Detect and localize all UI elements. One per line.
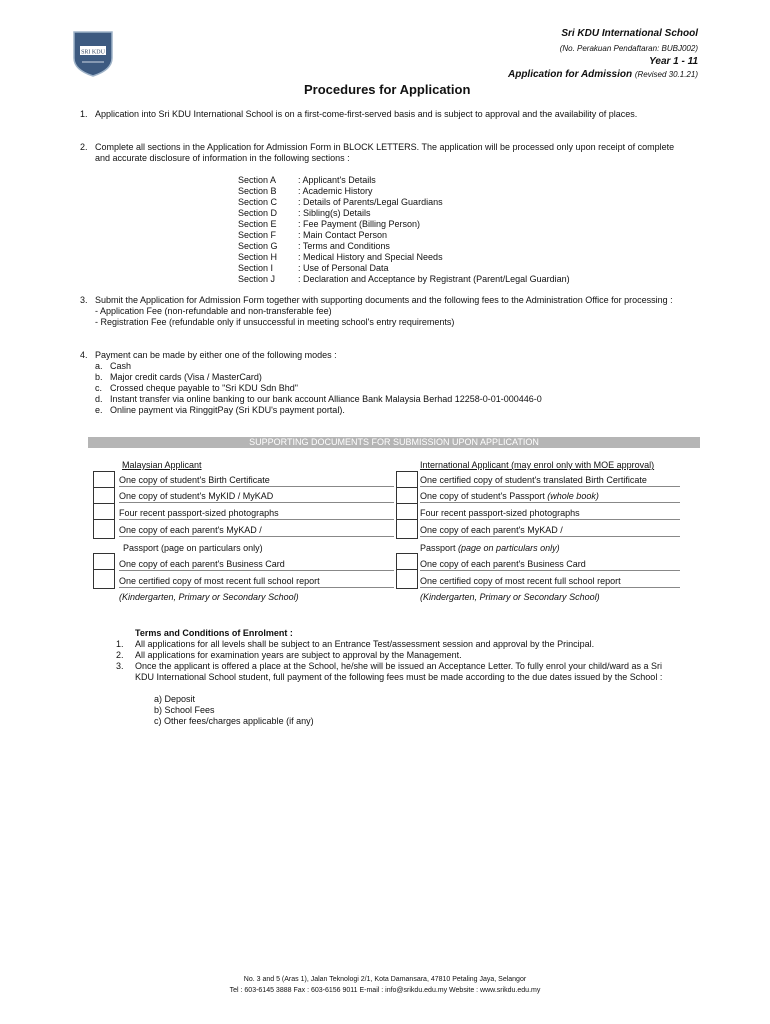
international-doc: One copy of each parent's MyKAD /	[420, 525, 680, 537]
payment-letter: a.	[95, 361, 103, 371]
malaysian-doc: Four recent passport-sized photographs	[119, 508, 394, 520]
section-row	[238, 175, 570, 186]
section-row	[238, 208, 570, 219]
term-fee-list	[154, 694, 676, 727]
international-doc-text: One copy of student's Passport	[420, 491, 548, 501]
international-doc-text: Passport	[420, 543, 459, 553]
international-doc: One certified copy of student's translated Birth Certificate	[420, 475, 680, 487]
section-desc: : Sibling(s) Details	[298, 208, 371, 218]
malaysian-doc: One copy of each parent's Business Card	[119, 559, 394, 571]
payment-letter: c.	[95, 383, 103, 393]
checkbox-intl-parent-mykad[interactable]	[396, 519, 418, 539]
checkbox-birth-certificate[interactable]	[93, 471, 115, 488]
payment-mode	[95, 383, 680, 394]
procedure-1	[80, 109, 680, 120]
checkbox-intl-birth-certificate[interactable]	[396, 471, 418, 488]
international-doc: Four recent passport-sized photographs	[420, 508, 680, 520]
procedure-number: 3.	[80, 295, 88, 305]
malaysian-doc: One copy of student's Birth Certificate	[119, 475, 394, 487]
section-desc: : Terms and Conditions	[298, 241, 390, 251]
term-item	[116, 661, 676, 683]
fee-item: - Registration Fee (refundable only if unsuccessful in meeting school's entry requirements)	[95, 317, 455, 327]
international-doc	[420, 491, 680, 503]
section-label: Section E	[238, 219, 277, 229]
malaysian-heading: Malaysian Applicant	[122, 460, 202, 470]
term-text: All applications for all levels shall be subject to an Entrance Test/assessment session and approval by the Principal.	[135, 639, 595, 649]
supporting-docs-header: SUPPORTING DOCUMENTS FOR SUBMISSION UPON APPLICATION	[88, 437, 700, 448]
term-item	[116, 639, 676, 650]
malaysian-doc: (Kindergarten, Primary or Secondary School)	[119, 592, 299, 602]
malaysian-doc: One copy of each parent's MyKAD /	[119, 525, 394, 537]
payment-text: Major credit cards (Visa / MasterCard)	[110, 372, 262, 382]
term-number: 2.	[116, 650, 124, 660]
payment-text: Cash	[110, 361, 132, 371]
year-range: Year 1 - 11	[649, 56, 698, 67]
payment-text: Crossed cheque payable to "Sri KDU Sdn Bhd"	[110, 383, 298, 393]
section-label: Section I	[238, 263, 274, 273]
section-desc: : Academic History	[298, 186, 373, 196]
section-label: Section B	[238, 186, 277, 196]
section-label: Section F	[238, 230, 277, 240]
malaysian-doc: One certified copy of most recent full school report	[119, 576, 394, 588]
section-desc: : Fee Payment (Billing Person)	[298, 219, 421, 229]
school-name: Sri KDU International School	[561, 28, 698, 39]
procedure-number: 1.	[80, 109, 88, 119]
term-item	[116, 650, 676, 661]
checkbox-school-report[interactable]	[93, 569, 115, 589]
section-label: Section D	[238, 208, 278, 218]
checkbox-intl-photographs[interactable]	[396, 503, 418, 520]
international-doc-note: (page on particulars only)	[458, 543, 560, 553]
term-fee: a) Deposit	[154, 694, 196, 704]
payment-text: Online payment via RinggitPay (Sri KDU's payment portal).	[110, 405, 345, 415]
malaysian-doc: One copy of student's MyKID / MyKAD	[119, 491, 394, 503]
international-doc	[420, 543, 560, 554]
fee-item: - Application Fee (non-refundable and non-transferable fee)	[95, 306, 332, 316]
section-row	[238, 274, 570, 285]
international-doc: One certified copy of most recent full school report	[420, 576, 680, 588]
section-row	[238, 186, 570, 197]
checkbox-business-card[interactable]	[93, 553, 115, 570]
section-label: Section G	[238, 241, 278, 251]
section-desc: : Medical History and Special Needs	[298, 252, 443, 262]
terms-section	[116, 628, 676, 727]
section-desc: : Declaration and Acceptance by Registrant (Parent/Legal Guardian)	[298, 274, 570, 284]
checkbox-mykid[interactable]	[93, 487, 115, 504]
checkbox-photographs[interactable]	[93, 503, 115, 520]
form-title-line	[508, 69, 698, 80]
malaysian-doc: Passport (page on particulars only)	[123, 543, 263, 553]
section-desc: : Use of Personal Data	[298, 263, 389, 273]
section-desc: : Main Contact Person	[298, 230, 388, 240]
form-title: Application for Admission	[507, 69, 633, 80]
terms-title: Terms and Conditions of Enrolment :	[135, 628, 293, 638]
term-text: Once the applicant is offered a place at the School, he/she will be issued an Acceptance Letter. To fully enrol your child/ward as a Sri KDU International School student, full payment of the following fees must be made according to the due dates issued by the School :	[135, 661, 663, 682]
international-doc: One copy of each parent's Business Card	[420, 559, 680, 571]
term-number: 1.	[116, 639, 124, 649]
international-doc: (Kindergarten, Primary or Secondary School)	[420, 592, 600, 602]
procedure-number: 4.	[80, 350, 88, 360]
payment-mode	[95, 405, 680, 416]
procedure-text: Submit the Application for Admission Form together with supporting documents and the following fees to the Administration Office for processing :	[95, 295, 673, 305]
section-row	[238, 263, 570, 274]
payment-text: Instant transfer via online banking to our bank account Alliance Bank Malaysia Berhad 12258-0-01-000446-0	[110, 394, 542, 404]
school-logo	[68, 28, 118, 78]
term-number: 3.	[116, 661, 124, 671]
payment-letter: d.	[95, 394, 103, 404]
procedure-number: 2.	[80, 142, 88, 152]
section-label: Section J	[238, 274, 276, 284]
payment-mode	[95, 372, 680, 383]
section-desc: : Details of Parents/Legal Guardians	[298, 197, 443, 207]
payment-mode	[95, 361, 680, 372]
footer-address: No. 3 and 5 (Aras 1), Jalan Teknologi 2/1, Kota Damansara, 47810 Petaling Jaya, Selangor	[243, 976, 527, 983]
checkbox-intl-school-report[interactable]	[396, 569, 418, 589]
page-title: Procedures for Application	[304, 82, 471, 97]
footer-contact: Tel : 603-6145 3888 Fax : 603-6156 9011 E-mail : info@srikdu.edu.my Website : www.srikdu.edu.my	[229, 987, 541, 994]
term-fee: b) School Fees	[154, 705, 215, 715]
section-row	[238, 230, 570, 241]
sections-list	[238, 175, 570, 285]
registration-number: (No. Perakuan Pendaftaran: BUBJ002)	[559, 44, 698, 53]
section-desc: : Applicant's Details	[298, 175, 376, 185]
procedure-4	[80, 350, 680, 416]
procedure-3	[80, 295, 680, 328]
section-label: Section C	[238, 197, 278, 207]
term-fee: c) Other fees/charges applicable (if any)	[154, 716, 314, 726]
payment-letter: e.	[95, 405, 103, 415]
section-row	[238, 252, 570, 263]
logo-text: SRI KDU	[81, 49, 105, 56]
checkbox-intl-passport[interactable]	[396, 487, 418, 504]
payment-letter: b.	[95, 372, 103, 382]
term-text: All applications for examination years are subject to approval by the Management.	[135, 650, 462, 660]
procedure-text: Complete all sections in the Application for Admission Form in BLOCK LETTERS. The application will be processed only upon receipt of complete and accurate disclosure of information in the following sections :	[95, 142, 675, 163]
procedure-text: Application into Sri KDU International School is on a first-come-first-served basis and is subject to approval and the availability of places.	[95, 109, 638, 119]
checkbox-intl-business-card[interactable]	[396, 553, 418, 570]
procedure-text: Payment can be made by either one of the following modes :	[95, 350, 337, 360]
international-heading: International Applicant (may enrol only with MOE approval)	[420, 460, 655, 470]
section-label: Section A	[238, 175, 277, 185]
international-doc-note: (whole book)	[547, 491, 599, 501]
section-row	[238, 219, 570, 230]
section-row	[238, 197, 570, 208]
section-label: Section H	[238, 252, 278, 262]
payment-mode	[95, 394, 680, 405]
revision-date: (Revised 30.1.21)	[634, 70, 698, 79]
section-row	[238, 241, 570, 252]
procedure-2	[80, 142, 680, 164]
checkbox-parent-mykad[interactable]	[93, 519, 115, 539]
